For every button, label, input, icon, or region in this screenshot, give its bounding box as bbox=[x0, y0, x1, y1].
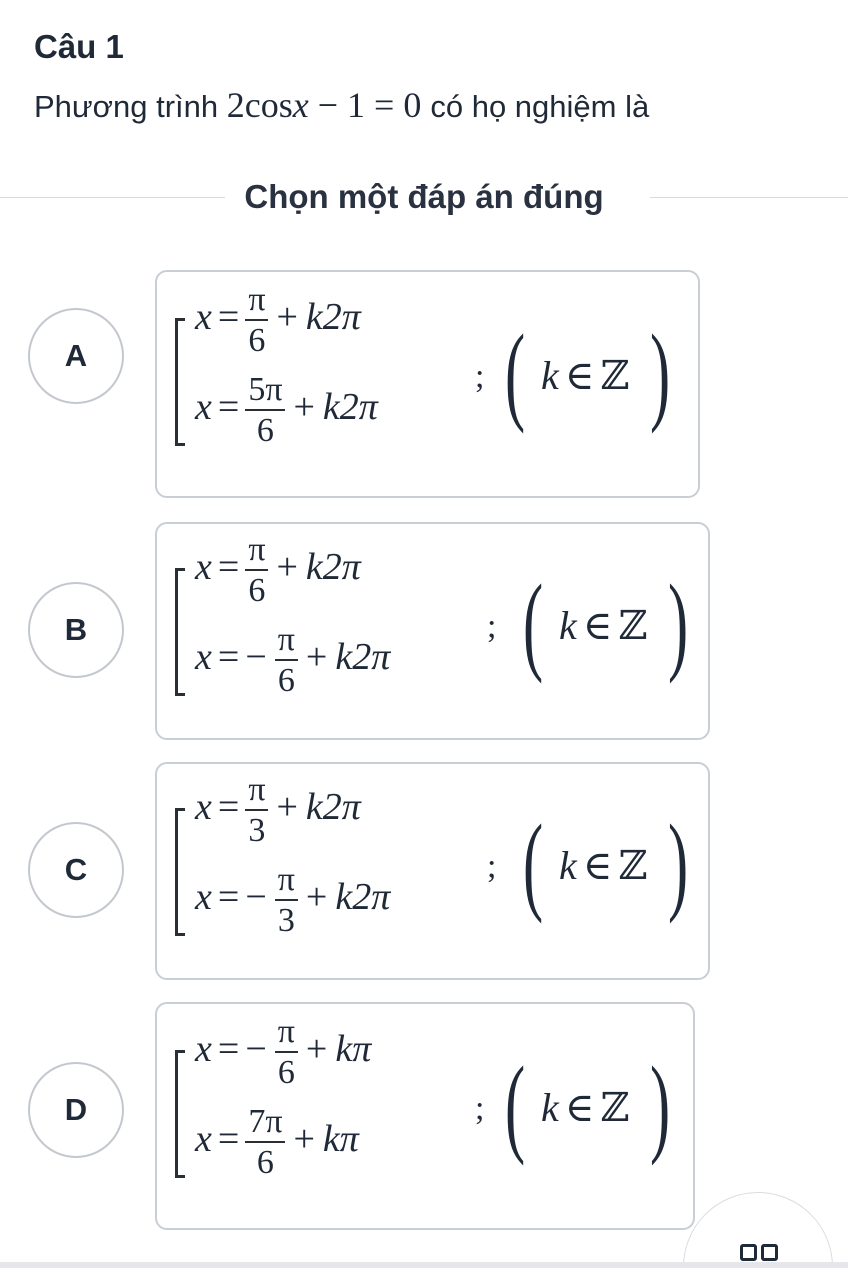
bottom-bar bbox=[0, 1262, 848, 1268]
solution-row: x = − $\frac{\pi}{6}$ + k2π bbox=[195, 621, 391, 700]
close-paren: ) bbox=[650, 312, 671, 434]
question-text-after: có họ nghiệm là bbox=[430, 89, 650, 124]
option-letter-c[interactable]: C bbox=[28, 822, 124, 918]
solution-row: x = $\frac{\pi}{3}$ + k2π bbox=[195, 771, 361, 850]
semicolon: ; bbox=[487, 608, 497, 645]
solution-row: x = $\frac{\pi}{6}$ + k2π bbox=[195, 531, 361, 610]
question-title: Câu 1 bbox=[34, 28, 124, 65]
open-paren: ( bbox=[523, 562, 544, 684]
system-bracket bbox=[175, 318, 185, 446]
close-paren: ) bbox=[668, 562, 689, 684]
solution-row: x = − $\frac{\pi}{3}$ + k2π bbox=[195, 861, 391, 940]
solution-row: x = $\frac{5\pi}{6}$ + k2π bbox=[195, 371, 378, 450]
question-text-before: Phương trình bbox=[34, 89, 219, 124]
semicolon: ; bbox=[487, 848, 497, 885]
option-letter-d[interactable]: D bbox=[28, 1062, 124, 1158]
k-in-z: k ∈ ℤ bbox=[559, 843, 648, 888]
close-paren: ) bbox=[668, 802, 689, 924]
k-in-z: k ∈ ℤ bbox=[559, 603, 648, 648]
solution-row: x = $\frac{\pi}{6}$ + k2π bbox=[195, 281, 361, 360]
open-paren: ( bbox=[505, 312, 526, 434]
close-paren: ) bbox=[650, 1044, 671, 1166]
split-view-icon[interactable] bbox=[740, 1244, 780, 1262]
solution-row: x = − $\frac{\pi}{6}$ + kπ bbox=[195, 1013, 372, 1092]
question-equation: 2cosx − 1 = 0 bbox=[226, 85, 422, 125]
open-paren: ( bbox=[523, 802, 544, 924]
solution-row: x = $\frac{7\pi}{6}$ + kπ bbox=[195, 1103, 359, 1182]
open-paren: ( bbox=[505, 1044, 526, 1166]
semicolon: ; bbox=[475, 358, 485, 395]
k-in-z: k ∈ ℤ bbox=[541, 353, 630, 398]
semicolon: ; bbox=[475, 1090, 485, 1127]
divider-line-right bbox=[650, 197, 848, 198]
instruction-divider bbox=[0, 170, 848, 226]
system-bracket bbox=[175, 1050, 185, 1178]
option-letter-a[interactable]: A bbox=[28, 308, 124, 404]
instruction-label: Chọn một đáp án đúng bbox=[244, 178, 604, 215]
system-bracket bbox=[175, 568, 185, 696]
system-bracket bbox=[175, 808, 185, 936]
option-letter-b[interactable]: B bbox=[28, 582, 124, 678]
k-in-z: k ∈ ℤ bbox=[541, 1085, 630, 1130]
question-text bbox=[34, 84, 649, 126]
